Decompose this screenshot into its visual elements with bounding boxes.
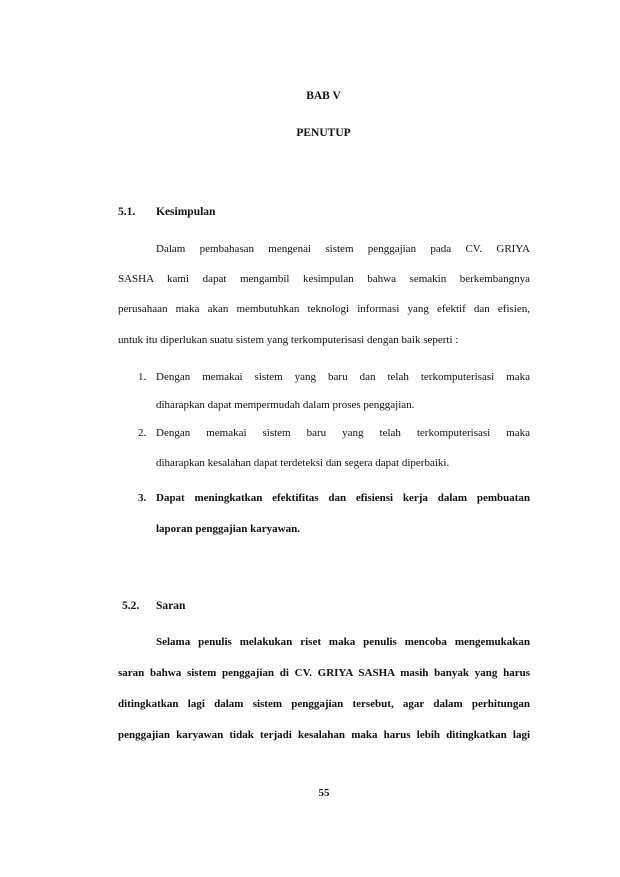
list-item-line: Dapat meningkatkan efektifitas dan efisiensi kerja dalam pembuatan: [156, 492, 530, 504]
section2-paragraph-line: penggajian karyawan tidak terjadi kesalahan maka harus lebih ditingkatkan lagi: [118, 729, 530, 741]
section1-number: 5.1.: [118, 206, 136, 218]
list-item-line: diharapkan kesalahan dapat terdeteksi dan segera dapat diperbaiki.: [156, 457, 450, 469]
section2-title: Saran: [156, 600, 186, 612]
list-item-line: diharapkan dapat mempermudah dalam proses penggajian.: [156, 399, 415, 411]
section1-paragraph-line: perusahaan maka akan membutuhkan teknologi informasi yang efektif dan efisien,: [118, 303, 530, 315]
list-item-line: Dengan memakai sistem baru yang telah terkomputerisasi maka: [156, 427, 530, 439]
section1-paragraph-line: SASHA kami dapat mengambil kesimpulan bahwa semakin berkembangnya: [118, 273, 530, 285]
section1-title: Kesimpulan: [156, 206, 216, 218]
section2-paragraph-line: saran bahwa sistem penggajian di CV. GRIYA SASHA masih banyak yang harus: [118, 667, 530, 679]
section2-paragraph-line: Selama penulis melakukan riset maka penulis mencoba mengemukakan: [156, 636, 530, 648]
list-item-line: Dengan memakai sistem yang baru dan telah terkomputerisasi maka: [156, 371, 530, 383]
chapter-title: BAB V: [306, 90, 341, 102]
list-item-marker: 1.: [138, 371, 147, 383]
section2-paragraph-line: ditingkatkan lagi dalam sistem penggajian tersebut, agar dalam perhitungan: [118, 698, 530, 710]
section1-paragraph-line: untuk itu diperlukan suatu sistem yang terkomputerisasi dengan baik seperti :: [118, 334, 459, 346]
section2-number: 5.2.: [122, 600, 140, 612]
list-item-marker: 2.: [138, 427, 147, 439]
list-item-line: laporan penggajian karyawan.: [156, 523, 300, 535]
section1-paragraph-line: Dalam pembahasan mengenai sistem penggajian pada CV. GRIYA: [156, 243, 530, 255]
list-item-marker: 3.: [138, 492, 147, 504]
page-number: 55: [318, 787, 330, 799]
chapter-subtitle: PENUTUP: [296, 127, 351, 139]
